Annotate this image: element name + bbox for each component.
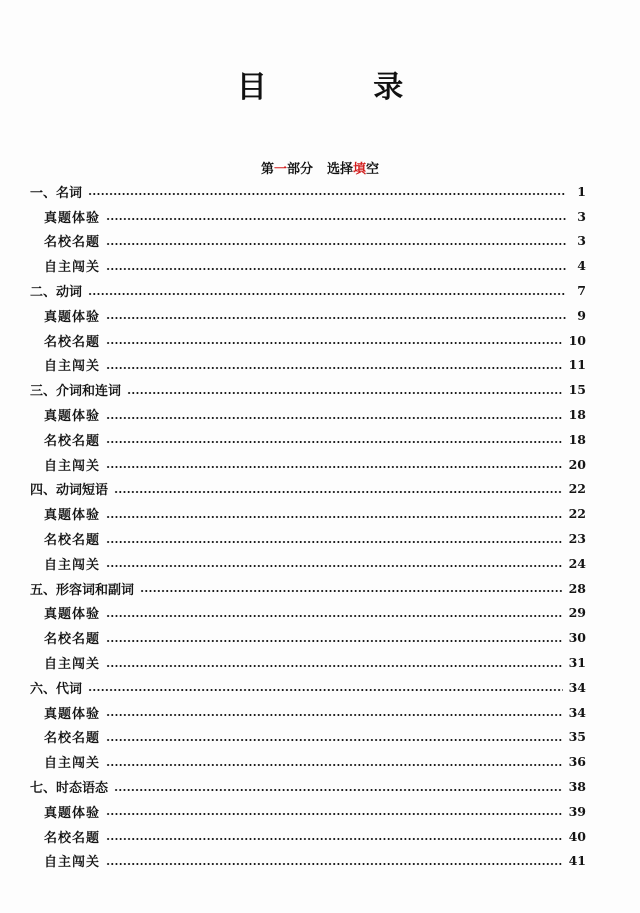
toc-page-number: 4	[577, 258, 586, 274]
toc-entry-label: 六、代词	[30, 681, 83, 697]
toc-entry-label: 真题体验	[44, 508, 101, 524]
toc-page-number: 22	[568, 481, 586, 497]
section-heading	[0, 158, 640, 177]
toc-entry-label: 名校名题	[44, 533, 101, 549]
dot-leader	[106, 466, 563, 468]
toc-chapter-entry[interactable]	[30, 377, 586, 402]
toc-subentry[interactable]	[30, 725, 586, 750]
dot-leader	[106, 714, 563, 716]
toc-subentry[interactable]	[30, 749, 586, 774]
dot-leader	[106, 441, 563, 443]
toc-entry-label: 二、动词	[30, 285, 83, 301]
toc-chapter-entry[interactable]	[30, 179, 586, 204]
toc-page-number: 34	[568, 704, 586, 720]
dot-leader	[106, 863, 563, 865]
toc-entry-label: 真题体验	[44, 607, 101, 623]
toc-entry-label: 一、名词	[30, 185, 83, 201]
toc-page-number: 31	[568, 655, 586, 671]
toc-subentry[interactable]	[30, 402, 586, 427]
toc-page-number: 3	[577, 233, 586, 249]
dot-leader	[106, 838, 563, 840]
toc-page-number: 41	[568, 853, 586, 869]
dot-leader	[114, 789, 563, 791]
toc-entry-label: 真题体验	[44, 210, 101, 226]
toc-page-number: 24	[568, 555, 586, 571]
toc-subentry[interactable]	[30, 229, 586, 254]
toc-entry-label: 名校名题	[44, 334, 101, 350]
part-label: 第一部分	[260, 162, 313, 177]
toc-subentry[interactable]	[30, 452, 586, 477]
toc-page-number: 29	[568, 605, 586, 621]
dot-leader	[106, 342, 563, 344]
toc-chapter-entry[interactable]	[30, 278, 586, 303]
toc-subentry[interactable]	[30, 849, 586, 874]
toc-entry-label: 自主闯关	[44, 756, 101, 772]
topic-label: 选择填空	[327, 162, 380, 177]
toc-entry-label: 自主闯关	[44, 458, 101, 474]
dot-leader	[106, 367, 563, 369]
toc-page-number: 39	[568, 803, 586, 819]
toc-entry-label: 自主闯关	[44, 260, 101, 276]
toc-entry-label: 名校名题	[44, 632, 101, 648]
toc-entry-label: 名校名题	[44, 235, 101, 251]
dot-leader	[88, 193, 566, 195]
toc-page-number: 3	[577, 208, 586, 224]
toc-subentry[interactable]	[30, 551, 586, 576]
toc-subentry[interactable]	[30, 799, 586, 824]
toc-entry-label: 名校名题	[44, 830, 101, 846]
toc-subentry[interactable]	[30, 303, 586, 328]
toc-page-number: 30	[568, 630, 586, 646]
dot-leader	[106, 764, 563, 766]
dot-leader	[106, 541, 563, 543]
toc-subentry[interactable]	[30, 501, 586, 526]
table-of-contents	[30, 179, 586, 873]
dot-leader	[106, 268, 566, 270]
toc-entry-label: 自主闯关	[44, 657, 101, 673]
toc-subentry[interactable]	[30, 625, 586, 650]
dot-leader	[106, 243, 566, 245]
toc-subentry[interactable]	[30, 824, 586, 849]
dot-leader	[114, 491, 563, 493]
dot-leader	[127, 392, 563, 394]
dot-leader	[106, 640, 563, 642]
toc-entry-label: 自主闯关	[44, 557, 101, 573]
dot-leader	[106, 615, 563, 617]
dot-leader	[106, 739, 563, 741]
toc-page-number: 18	[568, 407, 586, 423]
toc-chapter-entry[interactable]	[30, 576, 586, 601]
toc-page-number: 15	[568, 382, 586, 398]
toc-entry-label: 真题体验	[44, 805, 101, 821]
dot-leader	[88, 293, 566, 295]
toc-entry-label: 名校名题	[44, 433, 101, 449]
dot-leader	[106, 218, 566, 220]
toc-page-number: 9	[577, 307, 586, 323]
toc-subentry[interactable]	[30, 700, 586, 725]
toc-page-number: 23	[568, 531, 586, 547]
dot-leader	[88, 689, 563, 691]
toc-page-number: 10	[568, 332, 586, 348]
toc-subentry[interactable]	[30, 253, 586, 278]
toc-entry-label: 自主闯关	[44, 359, 101, 375]
toc-page-number: 28	[568, 580, 586, 596]
toc-page-number: 34	[568, 679, 586, 695]
toc-page-number: 38	[568, 779, 586, 795]
dot-leader	[106, 516, 563, 518]
toc-entry-label: 三、介词和连词	[30, 384, 122, 400]
dot-leader	[140, 590, 563, 592]
toc-page-number: 7	[577, 283, 586, 299]
toc-chapter-entry[interactable]	[30, 675, 586, 700]
toc-subentry[interactable]	[30, 650, 586, 675]
toc-entry-label: 七、时态语态	[30, 781, 109, 797]
dot-leader	[106, 665, 563, 667]
toc-page-number: 11	[568, 357, 586, 373]
page-title: 目 录	[236, 70, 452, 105]
toc-chapter-entry[interactable]	[30, 774, 586, 799]
toc-page-number: 22	[568, 506, 586, 522]
toc-page-number: 40	[568, 828, 586, 844]
toc-subentry[interactable]	[30, 427, 586, 452]
dot-leader	[106, 417, 563, 419]
toc-entry-label: 真题体验	[44, 409, 101, 425]
toc-entry-label: 名校名题	[44, 731, 101, 747]
toc-entry-label: 真题体验	[44, 309, 101, 325]
toc-entry-label: 四、动词短语	[30, 483, 109, 499]
toc-chapter-entry[interactable]	[30, 477, 586, 502]
dot-leader	[106, 813, 563, 815]
toc-subentry[interactable]	[30, 204, 586, 229]
toc-page-number: 36	[568, 754, 586, 770]
toc-page-number: 1	[577, 183, 586, 199]
toc-entry-label: 真题体验	[44, 706, 101, 722]
toc-subentry[interactable]	[30, 328, 586, 353]
toc-subentry[interactable]	[30, 353, 586, 378]
toc-entry-label: 自主闯关	[44, 855, 101, 871]
dot-leader	[106, 565, 563, 567]
toc-page-number: 35	[568, 729, 586, 745]
toc-page-number: 20	[568, 456, 586, 472]
toc-subentry[interactable]	[30, 526, 586, 551]
dot-leader	[106, 317, 566, 319]
toc-entry-label: 五、形容词和副词	[30, 582, 135, 598]
toc-page-number: 18	[568, 431, 586, 447]
toc-subentry[interactable]	[30, 601, 586, 626]
